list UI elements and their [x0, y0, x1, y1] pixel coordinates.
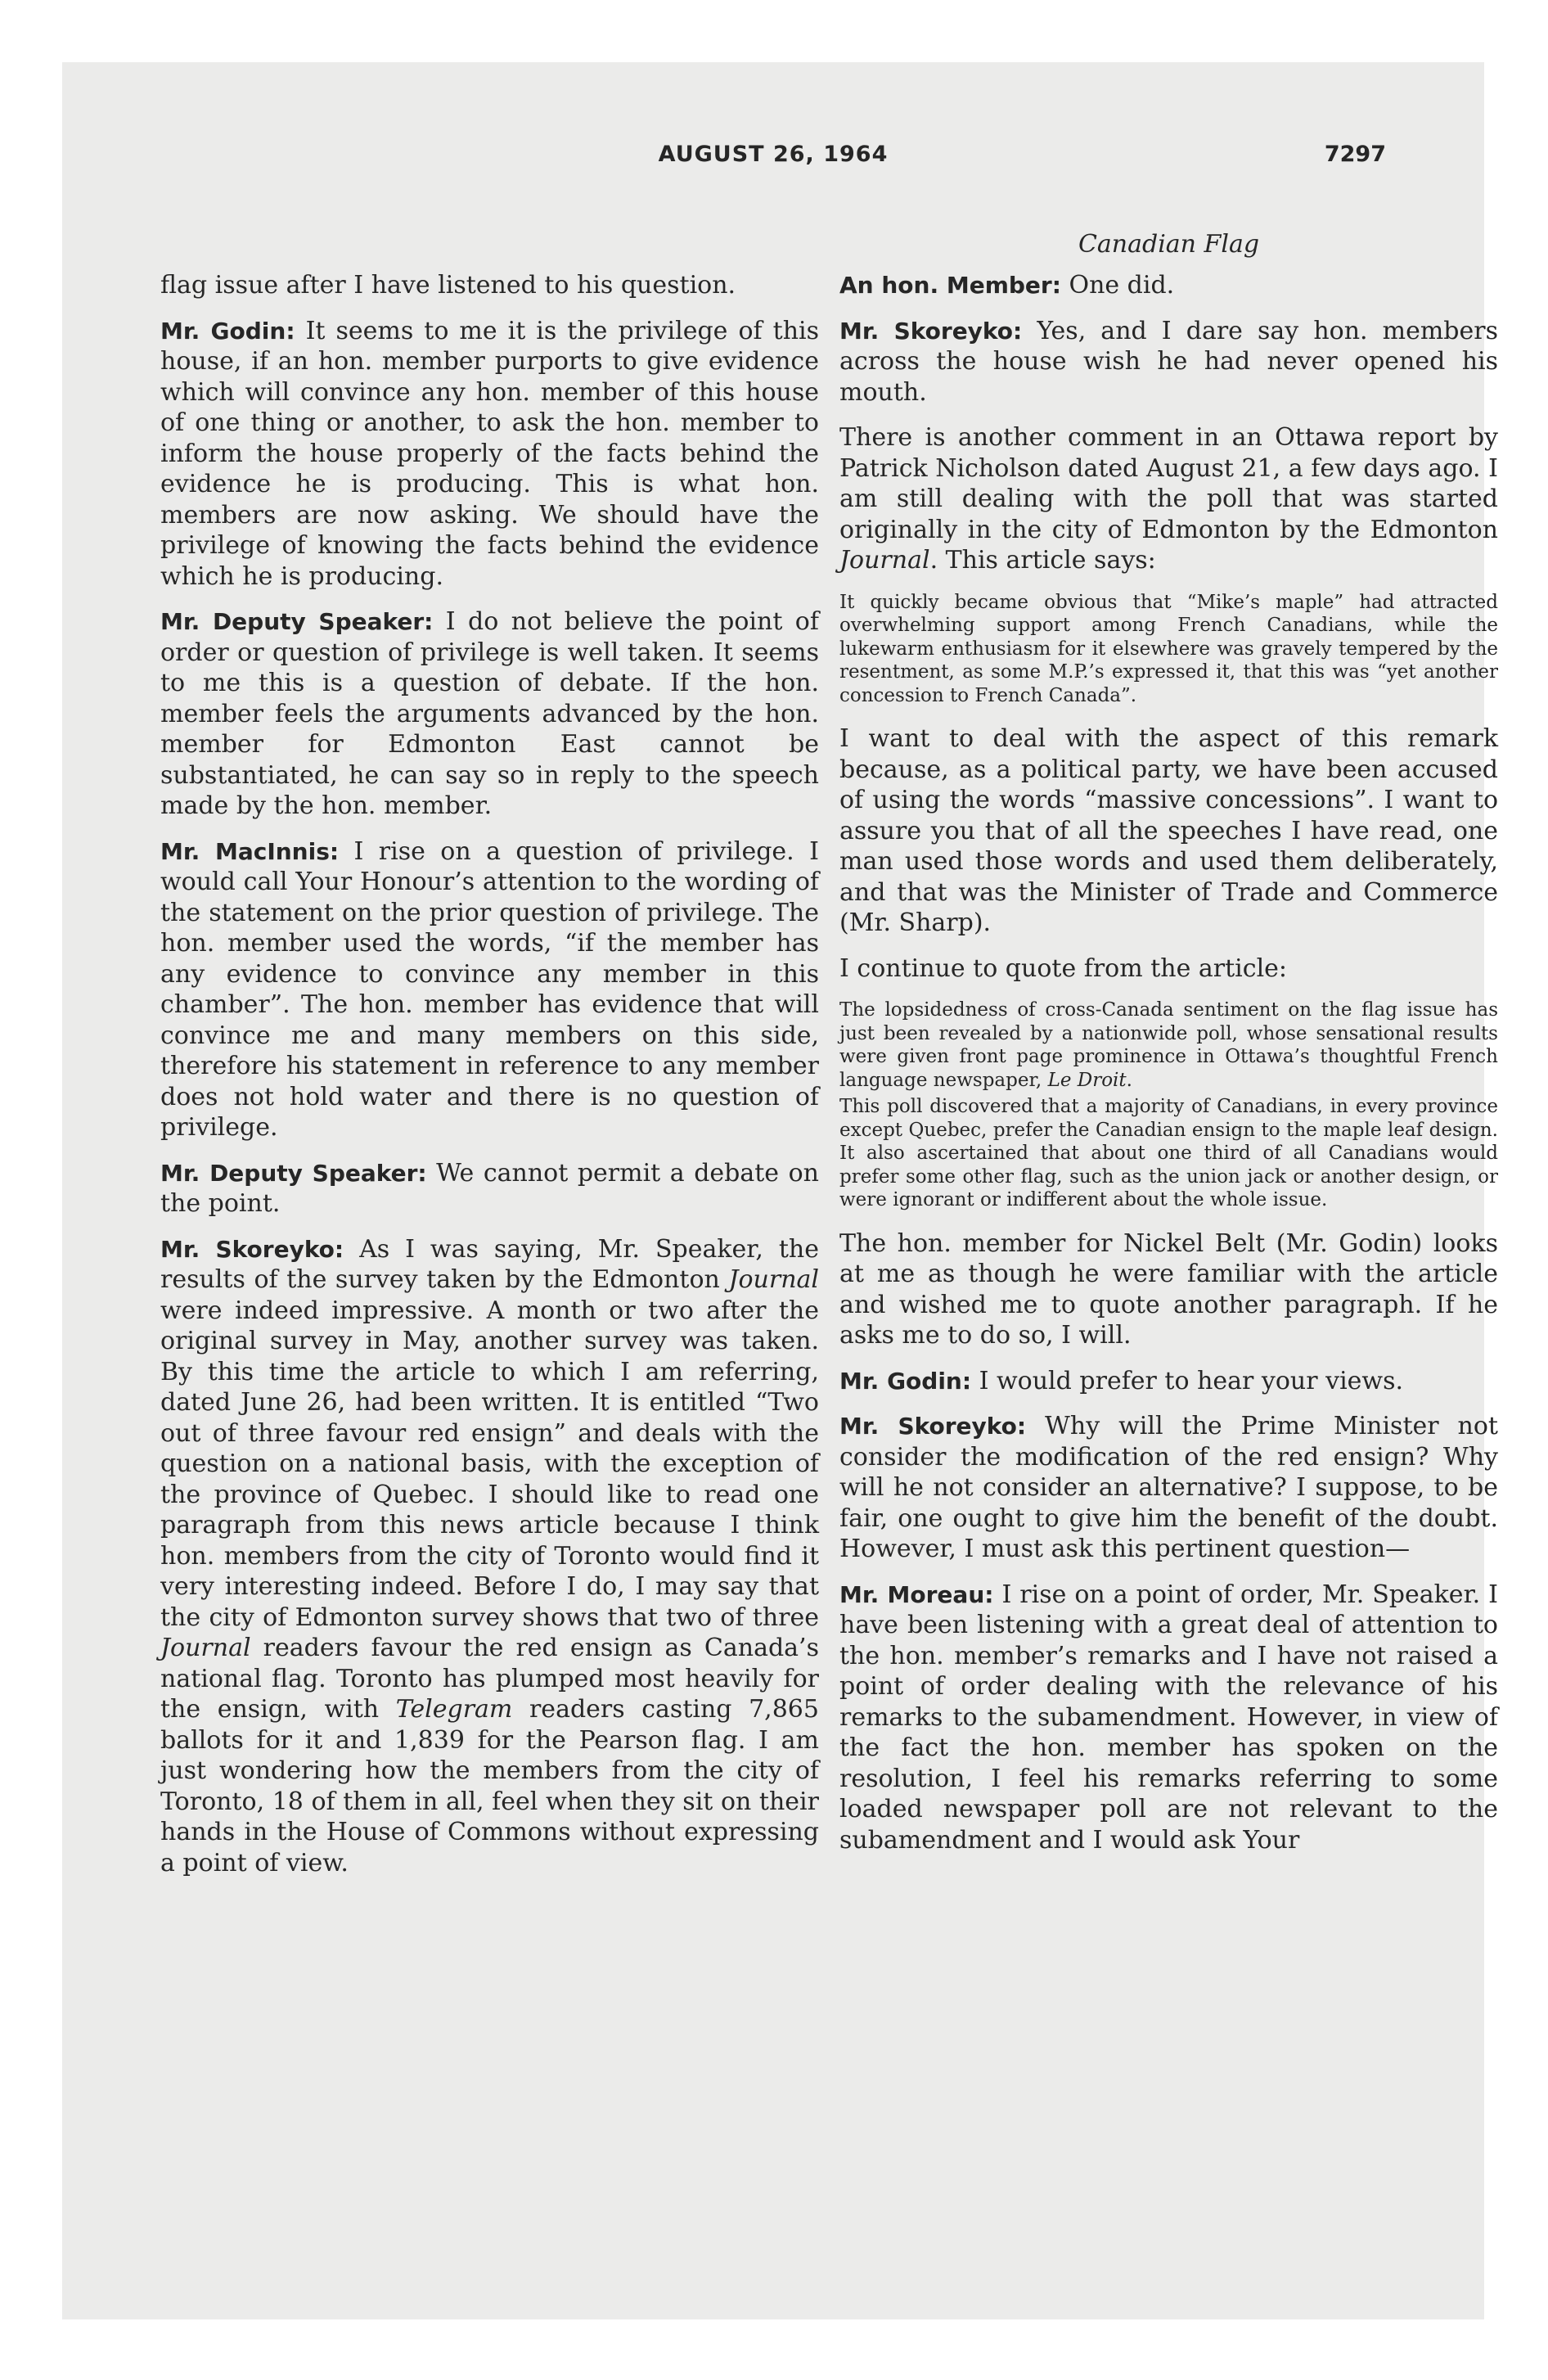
speaker-name: Mr. Skoreyko: — [839, 317, 1023, 345]
speaker-name: Mr. Godin: — [839, 1367, 972, 1395]
speech-text: It seems to me it is the privilege of this house, if an hon. member purports to give evidence which will convince any hon. member of this house of one thing or another, to ask the hon. member to inform the house properly of the facts behind the evidence he is producing. This is what hon. members are now asking. We should have the privilege of knowing the facts behind the evidence which he is producing. — [160, 316, 820, 591]
speaker-name: Mr. Moreau: — [839, 1580, 994, 1608]
speech-text: One did. — [1069, 271, 1175, 300]
speech-text: I do not believe the point of order or question of privilege is well taken. It seems to me this is a question of debate. If the hon. member feels the arguments advanced by the hon. member for Edmonton East cannot be substantiated, he can say so in reply to the speech made by the hon. member. — [160, 607, 819, 820]
speech-text: Yes, and I dare say hon. members across the house wish he had never opened his mouth. — [839, 316, 1498, 407]
speech-text: I continue to quote from the article: — [839, 953, 1288, 983]
speech-paragraph — [839, 1580, 1498, 1856]
page-header — [160, 142, 1386, 174]
speaker-name: An hon. Member: — [839, 272, 1061, 299]
quote-paragraph: It quickly became obvious that “Mike’s maple” had attracted overwhelming support among French Canadians, while the lukewarm enthusiasm for it elsewhere was gravely tempered by the resentment, as some M.P.’s expressed it, that this was “yet another concession to French Canada”. — [839, 591, 1498, 706]
speech-text: We cannot permit a debate on the point. — [160, 1158, 819, 1218]
speech-paragraph — [839, 1366, 1498, 1397]
speech-paragraph — [160, 270, 819, 301]
page-sheet — [62, 62, 1498, 2319]
speech-paragraph — [160, 1158, 819, 1219]
speech-text: flag issue after I have listened to his question. — [160, 271, 736, 300]
right-column — [839, 230, 1498, 1870]
page-number: 7297 — [1324, 142, 1386, 167]
speech-paragraph — [839, 270, 1498, 301]
speech-text: The hon. member for Nickel Belt (Mr. Godin) looks at me as though he were familiar with the article and wished me to quote another paragraph. If he asks me to do so, I will. — [839, 1228, 1498, 1350]
speaker-name: Mr. MacInnis: — [160, 837, 340, 865]
speech-text: As I was saying, Mr. Speaker, the results of the survey taken by the Edmonton Journal were indeed impressive. A month or two after the original survey in May, another survey was taken. By this time the article to which I am referring, dated June 26, had been written. It is entitled “Two out of three favour red ensign” and deals with the question on a national basis, with the exception of the province of Quebec. I should like to read one paragraph from this news article because I think hon. members from the city of Toronto would find it very interesting indeed. Before I do, I may say that the city of Edmonton survey shows that two of three Journal readers favour the red ensign as Canada’s national flag. Toronto has plumped most heavily for the ensign, with Telegram readers casting 7,865 ballots for it and 1,839 for the Pearson flag. I am just wondering how the members from the city of Toronto, 18 of them in all, feel when they sit on their hands in the House of Commons without expressing a point of view. — [160, 1234, 819, 1877]
speaker-name: Mr. Godin: — [160, 317, 295, 345]
quote-paragraph: This poll discovered that a majority of Canadians, in every province except Quebec, prefer the Canadian ensign to the maple leaf design. It also ascertained that about one third of all Canadians would prefer some other flag, such as the union jack or another design, or were ignorant or indifferent about the whole issue. — [839, 1096, 1498, 1210]
speech-text: I want to deal with the aspect of this remark because, as a political party, we have been accused of using the words “massive concessions”. I want to assure you that of all the speeches I have read, one man used those words and used them deliberately, and that was the Minister of Trade and Commerce (Mr. Sharp). — [839, 724, 1498, 937]
speech-text: There is another comment in an Ottawa report by Patrick Nicholson dated August 21, a few days ago. I am still dealing with the poll that was started originally in the city of Edmonton by the Edmonton Journal. This article says: — [839, 423, 1498, 575]
left-column — [160, 270, 819, 1893]
speaker-name: Mr. Deputy Speaker: — [160, 608, 434, 635]
speech-paragraph — [160, 606, 819, 822]
speech-paragraph — [160, 836, 819, 1143]
speech-paragraph — [160, 316, 819, 593]
block-quote — [839, 591, 1498, 708]
block-quote — [839, 998, 1498, 1212]
speech-paragraph — [839, 723, 1498, 939]
speech-paragraph — [160, 1234, 819, 1879]
speech-text: I rise on a point of order, Mr. Speaker. I have been listening with a great deal of attention to the hon. member’s remarks and I have not raised a point of order dealing with the relevance of his remarks to the subamendment. However, in view of the fact the hon. member has spoken on the resolution, I feel his remarks referring to some loaded newspaper poll are not relevant to the subamendment and I would ask Your — [839, 1580, 1498, 1855]
speech-paragraph — [839, 422, 1498, 576]
speech-paragraph — [839, 316, 1498, 408]
speaker-name: Mr. Skoreyko: — [839, 1413, 1027, 1440]
speech-text: I rise on a question of privilege. I would call Your Honour’s attention to the wording of the statement on the prior question of privilege. The hon. member used the words, “if the member has any evidence to convince any member in this chamber”. The hon. member has evidence that will convince me and many members on this side, therefore his statement in reference to any member does not hold water and there is no question of privilege. — [160, 836, 819, 1142]
section-title: Canadian Flag — [1078, 230, 1260, 259]
speaker-name: Mr. Deputy Speaker: — [160, 1159, 427, 1187]
speech-paragraph — [839, 1228, 1498, 1351]
speaker-name: Mr. Skoreyko: — [160, 1235, 344, 1263]
speech-paragraph — [839, 953, 1498, 985]
speech-text: I would prefer to hear your views. — [979, 1366, 1404, 1395]
quote-paragraph: The lopsidedness of cross-Canada sentiment on the flag issue has just been revealed by a nationwide poll, whose sensational results were given front page prominence in Ottawa’s thoughtful French language newspaper, Le Droit. — [839, 999, 1498, 1091]
speech-text: Why will the Prime Minister not consider the modification of the red ensign? Why will he not consider an alternative? I suppose, to be fair, one ought to give him the benefit of the doubt. However, I must ask this pertinent question— — [839, 1412, 1498, 1563]
speech-paragraph — [839, 1411, 1498, 1565]
header-date: AUGUST 26, 1964 — [658, 142, 889, 167]
